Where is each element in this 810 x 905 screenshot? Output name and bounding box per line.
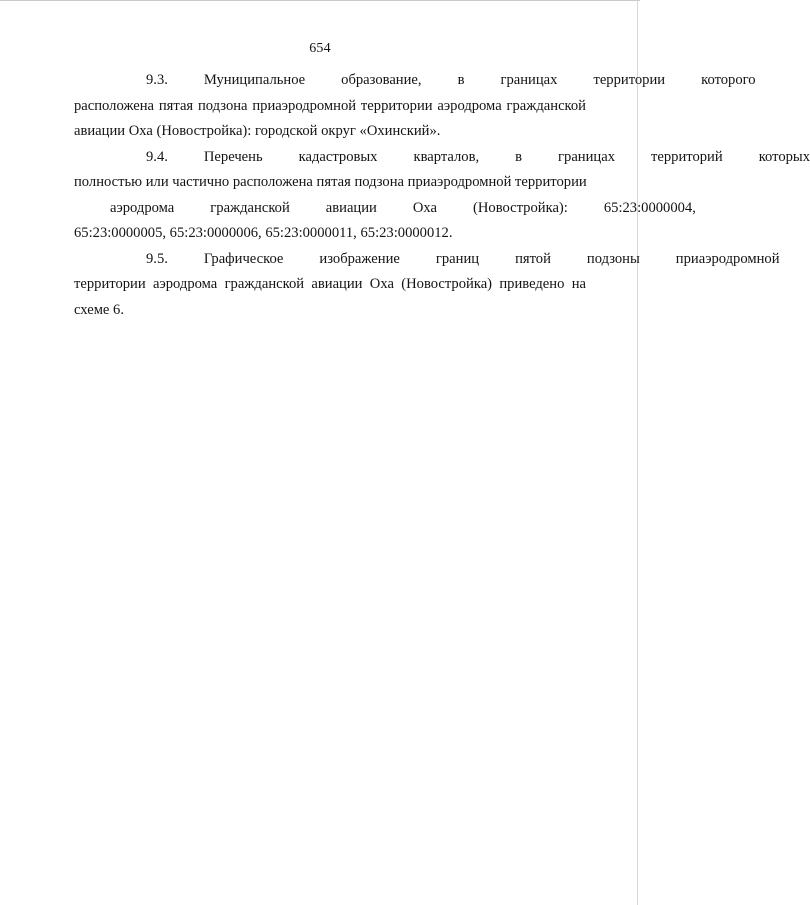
paragraph-9-3 [74,68,756,145]
paragraph-line: расположена пятая подзона приаэродромной территории аэродрома гражданской [74,97,586,114]
word: границ [435,250,480,267]
word: Оха [412,199,437,216]
word: 9.3. [146,72,168,88]
word: территории [593,72,666,88]
word: изображение [319,250,400,267]
paragraph-line: авиации Оха (Новостройка): городской округ «Охинский». [74,123,441,139]
paragraph-9-5 [74,247,780,324]
paragraph-line [74,196,696,222]
word: границах [500,72,558,88]
word: приаэродромной [675,250,780,267]
word: образование, [341,72,422,88]
scan-edge-top [0,0,640,1]
scan-edge-right [637,0,638,905]
word: в [457,72,465,88]
paragraph-line: 65:23:0000005, 65:23:0000006, 65:23:0000011, 65:23:0000012. [74,225,453,241]
paragraph-line [74,247,780,273]
paragraph-line [74,145,810,171]
word: 9.5. [146,250,168,267]
word: границах [558,148,616,165]
paragraph-line: схеме 6. [74,301,125,318]
word: авиации [325,199,377,216]
word: подзоны [586,250,640,267]
page-number: 654 [309,41,331,56]
paragraph-9-4 [74,145,810,247]
word: аэродрома [110,199,175,216]
word: гражданской [210,199,290,216]
word: 9.4. [146,148,168,165]
word: в [515,148,523,165]
word: Муниципальное [203,72,306,88]
word: (Новостройка): [473,199,568,216]
paragraph-line: полностью или частично расположена пятая подзона приаэродромной территории [74,174,587,190]
word: пятой [515,250,551,267]
paragraph-line: территории аэродрома гражданской авиации Оха (Новостройка) приведено на [74,276,586,292]
word: 65:23:0000004, [603,199,696,216]
word: которых [758,148,810,165]
word: территорий [651,148,723,165]
paragraph-line [74,68,756,94]
word: которого [701,72,756,88]
word: кварталов, [413,148,480,165]
word: Перечень [203,148,263,165]
document-body [74,68,810,323]
word: Графическое [203,250,284,267]
word: кадастровых [298,148,378,165]
